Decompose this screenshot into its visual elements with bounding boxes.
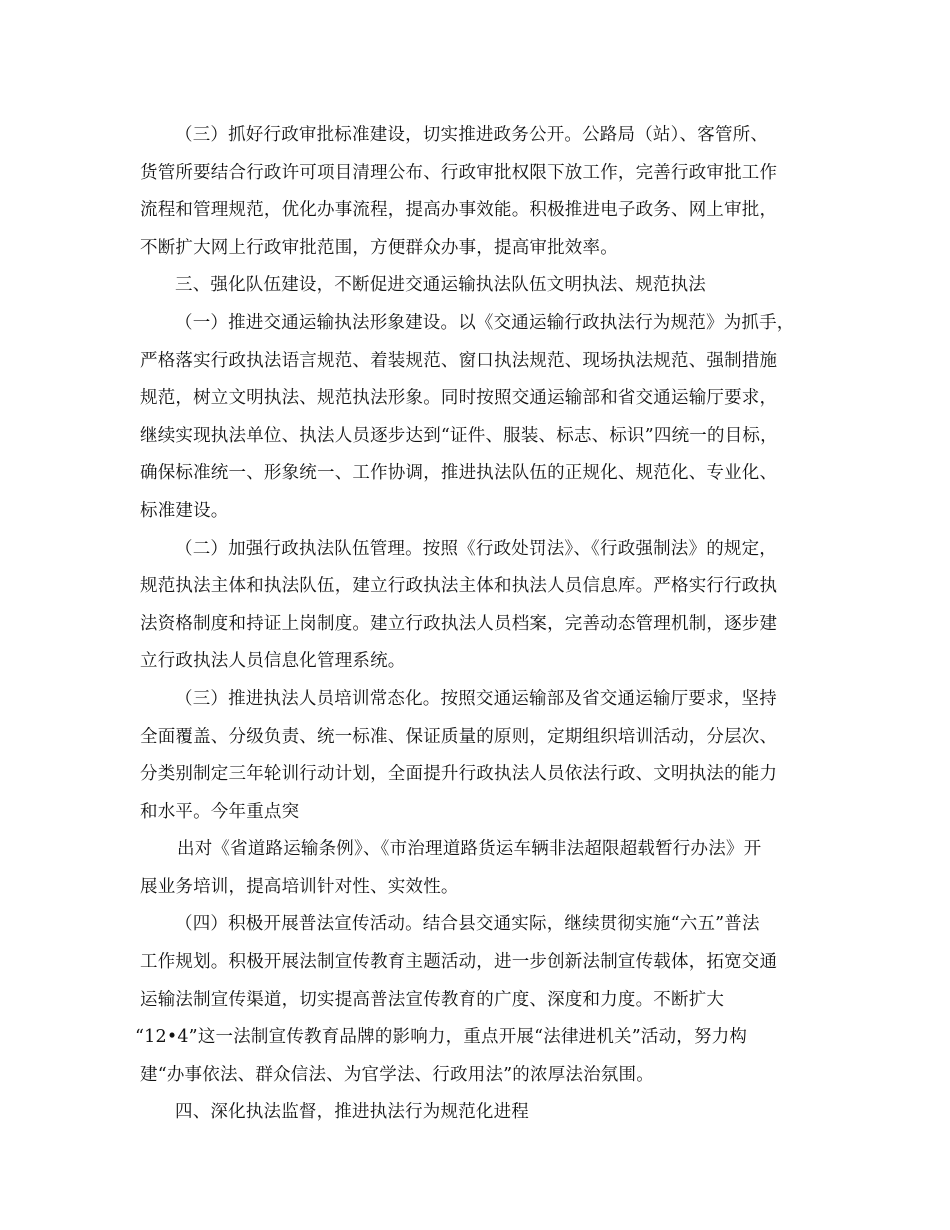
paragraph-line: （三）推进执法人员培训常态化。按照交通运输部及省交通运输厅要求，坚持 (175, 688, 777, 709)
paragraph-line: 和水平。今年重点突 (140, 801, 300, 822)
paragraph-line: （一）推进交通运输执法形象建设。以《交通运输行政执法行为规范》为抓手， (175, 312, 795, 333)
paragraph-line: 不断扩大网上行政审批范围，方便群众办事，提高审批效率。 (140, 237, 618, 258)
paragraph-line: 展业务培训，提高培训针对性、实效性。 (140, 876, 459, 897)
document-body (135, 117, 825, 1132)
paragraph-line: 分类别制定三年轮训行动计划，全面提升行政执法人员依法行政、文明执法的能力 (140, 764, 778, 785)
paragraph-line: 立行政执法人员信息化管理系统。 (140, 651, 406, 672)
paragraph-line: 规范，树立文明执法、规范执法形象。同时按照交通运输部和省交通运输厅要求， (140, 388, 778, 409)
paragraph-line: 确保标准统一、形象统一、工作协调，推进执法队伍的正规化、规范化、专业化、 (140, 463, 778, 484)
paragraph-line: 运输法制宣传渠道，切实提高普法宣传教育的广度、深度和力度。不断扩大 (140, 989, 725, 1010)
paragraph-line: 严格落实行政执法语言规范、着装规范、窗口执法规范、现场执法规范、强制措施 (140, 350, 778, 371)
paragraph-line: （四）积极开展普法宣传活动。结合县交通实际，继续贯彻实施“六五”普法 (175, 914, 760, 935)
paragraph-line: （三）抓好行政审批标准建设，切实推进政务公开。公路局（站）、客管所、 (175, 125, 769, 145)
paragraph-line: 流程和管理规范，优化办事流程，提高办事效能。积极推进电子政务、网上审批， (140, 200, 778, 221)
paragraph-line: 货管所要结合行政许可项目清理公布、行政审批权限下放工作，完善行政审批工作 (140, 162, 778, 183)
paragraph-line: 工作规划。积极开展法制宣传教育主题活动，进一步创新法制宣传载体，拓宽交通 (140, 952, 778, 973)
paragraph-line: 法资格制度和持证上岗制度。建立行政执法人员档案，完善动态管理机制，逐步建 (140, 613, 778, 634)
paragraph-line: 规范执法主体和执法队伍，建立行政执法主体和执法人员信息库。严格实行行政执 (140, 576, 778, 597)
paragraph-line: 标准建设。 (140, 500, 229, 521)
paragraph-line: “12•4”这一法制宣传教育品牌的影响力，重点开展“法律进机关”活动，努力构 (135, 1027, 748, 1048)
paragraph-line: 继续实现执法单位、执法人员逐步达到“证件、服装、标志、标识”四统一的目标， (140, 425, 778, 446)
paragraph-line: （二）加强行政执法队伍管理。按照《行政处罚法》、《行政强制法》的规定， (175, 538, 777, 559)
paragraph-line: 全面覆盖、分级负责、统一标准、保证质量的原则，定期组织培训活动，分层次、 (140, 726, 778, 747)
paragraph-line: 建“办事依法、群众信法、为官学法、行政用法”的浓厚法治氛围。 (140, 1064, 654, 1085)
section-heading: 三、强化队伍建设，不断促进交通运输执法队伍文明执法、规范执法 (175, 275, 706, 296)
section-heading: 四、深化执法监督，推进执法行为规范化进程 (175, 1102, 529, 1123)
paragraph-line: 出对《省道路运输条例》、《市治理道路货运车辆非法超限超载暂行办法》开 (177, 839, 762, 860)
